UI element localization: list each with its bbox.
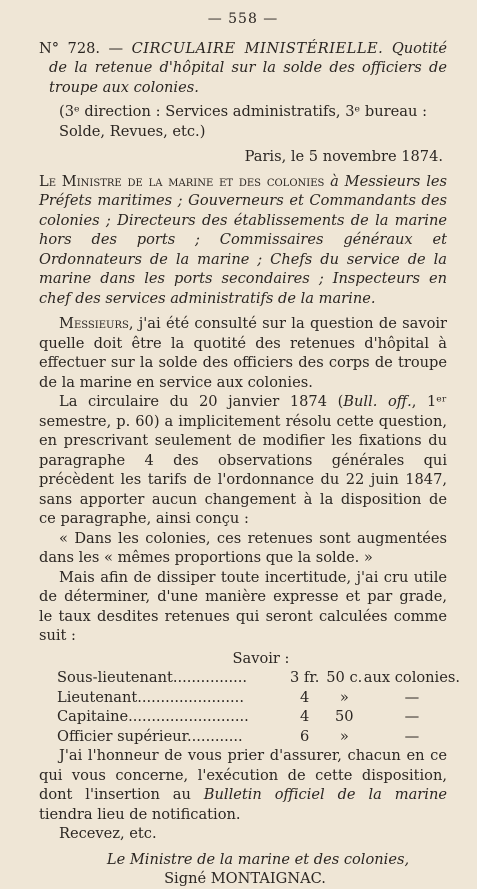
rate-francs: 4 bbox=[300, 708, 310, 725]
addressee-block bbox=[39, 172, 447, 309]
rate-extra: — bbox=[404, 727, 420, 745]
rate-centimes: » bbox=[339, 727, 349, 745]
quotation: « Dans les colonies, ces retenues sont augmentées dans les « mêmes proportions que la solde. » bbox=[39, 529, 447, 566]
rate-row bbox=[57, 707, 460, 727]
bulletin-reference: Bull. off. bbox=[343, 393, 412, 410]
rate-francs: 6 bbox=[300, 727, 310, 745]
paragraph-2: La circulaire du 20 janvier 1874 (Bull. off., 1ᵉʳ semestre, p. 60) a implicitement résolu cette question, en prescrivant seulement de modifier les fixations du paragraphe 4 des observations générales qui précèdent les tarifs de l'ordonnance du 22 juin 1847, sans apporter aucun changement à la disposition de ce paragraphe, ainsi conçu : bbox=[39, 393, 448, 527]
savoir-label: Savoir : bbox=[232, 649, 290, 667]
addressee-lead: Le Ministre de la marine et des colonies bbox=[39, 172, 325, 190]
rates-table bbox=[57, 668, 460, 746]
signature-name: Signé MONTAIGNAC. bbox=[164, 870, 326, 887]
bulletin-title: Bulletin officiel de la marine bbox=[203, 786, 447, 803]
rate-row bbox=[57, 727, 460, 747]
rate-extra: aux colonies. bbox=[363, 669, 460, 686]
direction-note: (3ᵉ direction : Services administratifs, 3ᵉ bureau : Solde, Revues, etc.) bbox=[59, 103, 427, 140]
rate-row bbox=[57, 688, 460, 708]
circular-subject: Quotité de la retenue d'hôpital sur la solde des officiers de troupe aux colonies. bbox=[49, 39, 447, 96]
rate-grade: Officier supérieur............ bbox=[57, 727, 243, 745]
rate-grade: Lieutenant....................... bbox=[57, 688, 244, 706]
signature-title: Le Ministre de la marine et des colonies, bbox=[106, 850, 410, 868]
rate-grade: Capitaine.......................... bbox=[57, 708, 249, 725]
page-number: — 558 — bbox=[207, 11, 279, 27]
paragraph-1: Messieurs, j'ai été consulté sur la question de savoir quelle doit être la quotité des retenues d'hôpital à effectuer sur la solde des officiers des corps de troupe de la marine en service aux colonies. bbox=[39, 315, 447, 391]
rate-centimes: 50 c. bbox=[326, 669, 363, 686]
rate-grade: Sous-lieutenant................ bbox=[57, 669, 248, 686]
rate-francs: 3 fr. bbox=[290, 669, 320, 686]
circular-heading: N° 728. — CIRCULAIRE MINISTÉRIELLE. Quotité de la retenue d'hôpital sur la solde des officiers de troupe aux colonies. bbox=[39, 39, 447, 96]
paragraph-4: J'ai l'honneur de vous prier d'assurer, chacun en ce qui vous concerne, l'exécution de cette disposition, dont l'insertion au Bulletin officiel de la marine tiendra lieu de notification. bbox=[39, 747, 447, 823]
rate-centimes: 50 bbox=[334, 708, 354, 725]
rate-extra: — bbox=[404, 708, 420, 725]
circular-number: N° 728. bbox=[39, 39, 101, 57]
date-line: Paris, le 5 novembre 1874. bbox=[244, 148, 443, 165]
rate-francs: 4 bbox=[300, 688, 310, 706]
paragraph-3: Mais afin de dissiper toute incertitude, j'ai cru utile de déterminer, d'une manière expresse et par grade, le taux desdites retenues qui seront calculées comme suit : bbox=[39, 568, 447, 644]
rate-extra: — bbox=[404, 688, 420, 706]
closing-formula: Recevez, etc. bbox=[59, 825, 157, 842]
rate-row bbox=[57, 668, 460, 688]
rate-centimes: » bbox=[339, 688, 349, 706]
circular-title: CIRCULAIRE MINISTÉRIELLE. bbox=[131, 39, 384, 57]
addressee-list: à Messieurs les Préfets maritimes ; Gouverneurs et Commandants des colonies ; Directeurs des établissements de la marine hors des ports ; Commissaires généraux et Ordonnateurs de la marine ; Chefs du service de la marine dans les ports secondaires ; Inspecteurs en chef des services administratifs de la marine. bbox=[39, 172, 447, 307]
salutation: Messieurs, bbox=[59, 315, 134, 332]
